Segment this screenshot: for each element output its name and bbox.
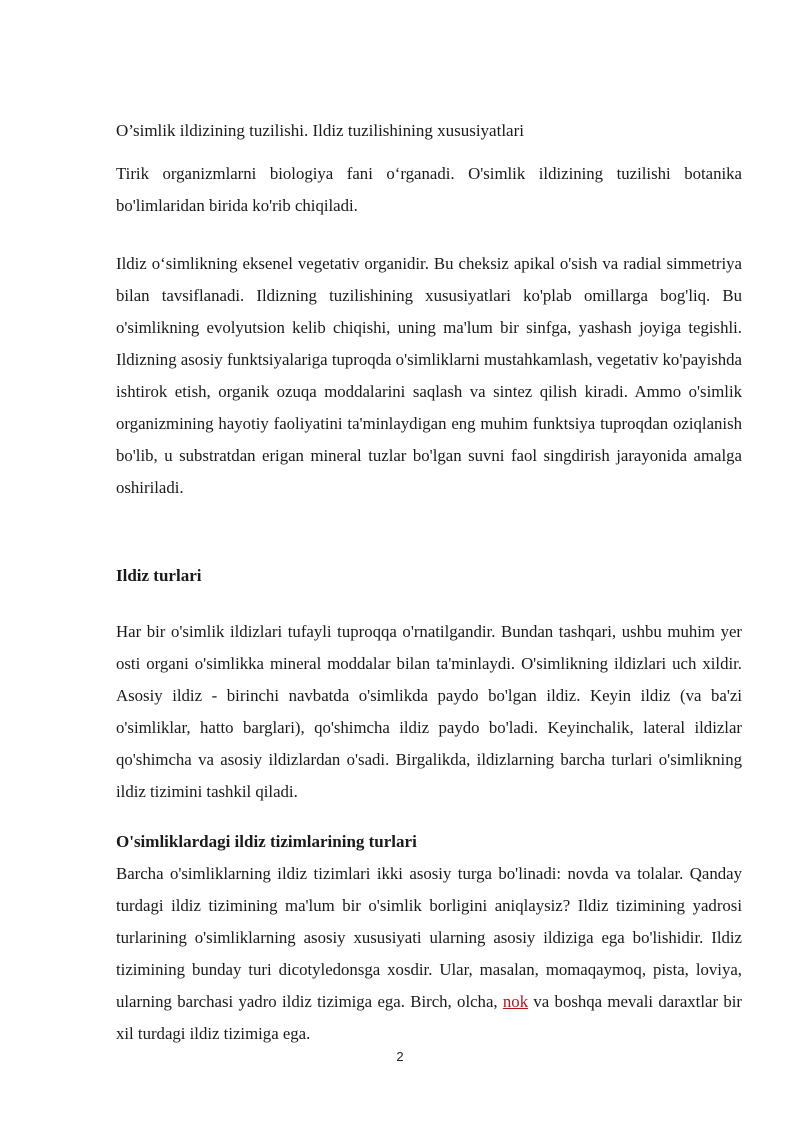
section-heading-root-types: Ildiz turlari (116, 566, 202, 585)
document-title: O’simlik ildizining tuzilishi. Ildiz tuzilishining xususiyatlari (116, 121, 524, 140)
paragraph-root-systems (116, 858, 742, 1050)
paragraph-text-before-link: Barcha o'simliklarning ildiz tizimlari ikki asosiy turga bo'linadi: novda va tolalar. Qanday turdagi ildiz tizimining ma'lum bir o'simlik borligini aniqlaysiz? Ildiz tizimining yadrosi turlarining o'simliklarning asosiy xususiyati ularning asosiy ildiziga ega bo'lishidir. Ildiz tizimining bunday turi dicotyledonsga xosdir. Ular, masalan, momaqaymoq, pista, loviya, ularning barchasi yadro ildiz tizimiga ega. Birch, olcha, (116, 864, 742, 1011)
pear-link[interactable]: nok (502, 992, 529, 1011)
section-heading-root-systems: O'simliklardagi ildiz tizimlarining turlari (116, 832, 417, 851)
paragraph-root-types: Har bir o'simlik ildizlari tufayli tuproqqa o'rnatilgandir. Bundan tashqari, ushbu muhim yer osti organi o'simlikka mineral moddalar bilan ta'minlaydi. O'simlikning ildizlari uch xildir. Asosiy ildiz - birinchi navbatda o'simlikda paydo bo'lgan ildiz. Keyin ildiz (va ba'zi o'simliklar, hatto barglari), qo'shimcha ildiz paydo bo'ladi. Keyinchalik, lateral ildizlar qo'shimcha va asosiy ildizlardan o'sadi. Birgalikda, ildizlarning barcha turlari o'simlikning ildiz tizimini tashkil qiladi. (116, 622, 742, 801)
paragraph-root-definition: Ildiz o‘simlikning eksenel vegetativ organidir. Bu cheksiz apikal o'sish va radial simmetriya bilan tavsiflanadi. Ildizning tuzilishining xususiyatlari ko'plab omillarga bog'liq. Bu o'simlikning evolyutsion kelib chiqishi, uning ma'lum bir sinfga, yashash joyiga tegishli. Ildizning asosiy funktsiyalariga tuproqda o'simliklarni mustahkamlash, vegetativ ko'payishda ishtirok etish, organik ozuqa moddalarini saqlash va sintez qilish kiradi. Ammo o'simlik organizmining hayotiy faoliyatini ta'minlaydigan eng muhim funktsiya tuproqdan oziqlanish bo'lib, u substratdan erigan mineral tuzlar bo'lgan suvni faol singdirish jarayonida amalga oshiriladi. (116, 254, 742, 497)
paragraph-intro: Tirik organizmlarni biologiya fani o‘rganadi. O'simlik ildizining tuzilishi botanika bo'limlaridan birida ko'rib chiqiladi. (116, 164, 742, 215)
page-number: 2 (396, 1049, 404, 1064)
paragraph-text-after-link: va boshqa mevali daraxtlar bir xil turdagi ildiz tizimiga ega. (116, 992, 742, 1043)
